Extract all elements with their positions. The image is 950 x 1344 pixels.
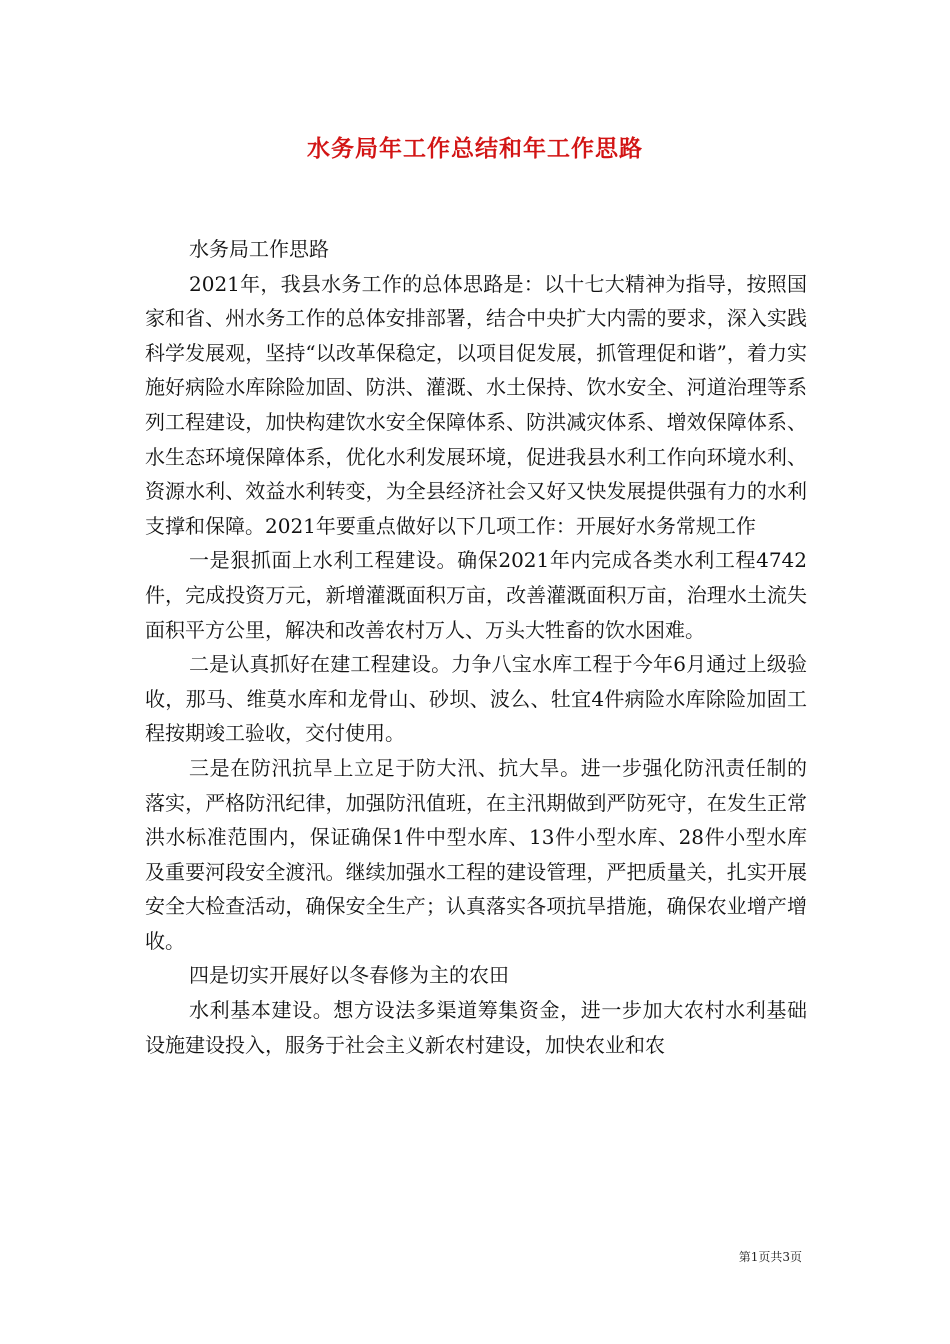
paragraph-item-4-continued: 水利基本建设。想方设法多渠道筹集资金，进一步加大农村水利基础设施建设投入，服务于社会主义新农村建设，加快农业和农 [145, 998, 807, 1057]
document-title: 水务局年工作总结和年工作思路 [307, 135, 643, 162]
paragraph-item-3: 三是在防汛抗旱上立足于防大汛、抗大旱。进一步强化防汛责任制的落实，严格防汛纪律，加强防汛值班，在主汛期做到严防死守，在发生正常洪水标准范围内，保证确保1件中型水库、13件小型水库、28件小型水库及重要河段安全渡汛。继续加强水工程的建设管理，严把质量关，扎实开展安全大检查活动，确保安全生产；认真落实各项抗旱措施，确保农业增产增收。 [145, 755, 807, 953]
paragraph-heading: 水务局工作思路 [189, 237, 329, 261]
document-body [145, 232, 807, 1062]
page-number: 第1页共3页 [738, 1250, 802, 1264]
paragraph-item-4: 四是切实开展好以冬春修为主的农田 [189, 963, 509, 988]
paragraph-item-2: 二是认真抓好在建工程建设。力争八宝水库工程于今年6月通过上级验收，那马、维莫水库和龙骨山、砂坝、波么、牡宜4件病险水库除险加固工程按期竣工验收，交付使用。 [145, 652, 807, 746]
paragraph-item-1: 一是狠抓面上水利工程建设。确保2021年内完成各类水利工程4742件，完成投资万元，新增灌溉面积万亩，改善灌溉面积万亩，治理水土流失面积平方公里，解决和改善农村万人、万头大牲畜的饮水困难。 [145, 548, 807, 642]
paragraph-overview: 2021年，我县水务工作的总体思路是：以十七大精神为指导，按照国家和省、州水务工作的总体安排部署，结合中央扩大内需的要求，深入实践科学发展观，坚持“以改革保稳定，以项目促发展，抓管理促和谐”，着力实施好病险水库除险加固、防洪、灌溉、水土保持、饮水安全、河道治理等系列工程建设，加快构建饮水安全保障体系、防洪减灾体系、增效保障体系、水生态环境保障体系，优化水利发展环境，促进我县水利工作向环境水利、资源水利、效益水利转变，为全县经济社会又好又快发展提供强有力的水利支撑和保障。2021年要重点做好以下几项工作：开展好水务常规工作 [145, 271, 807, 538]
